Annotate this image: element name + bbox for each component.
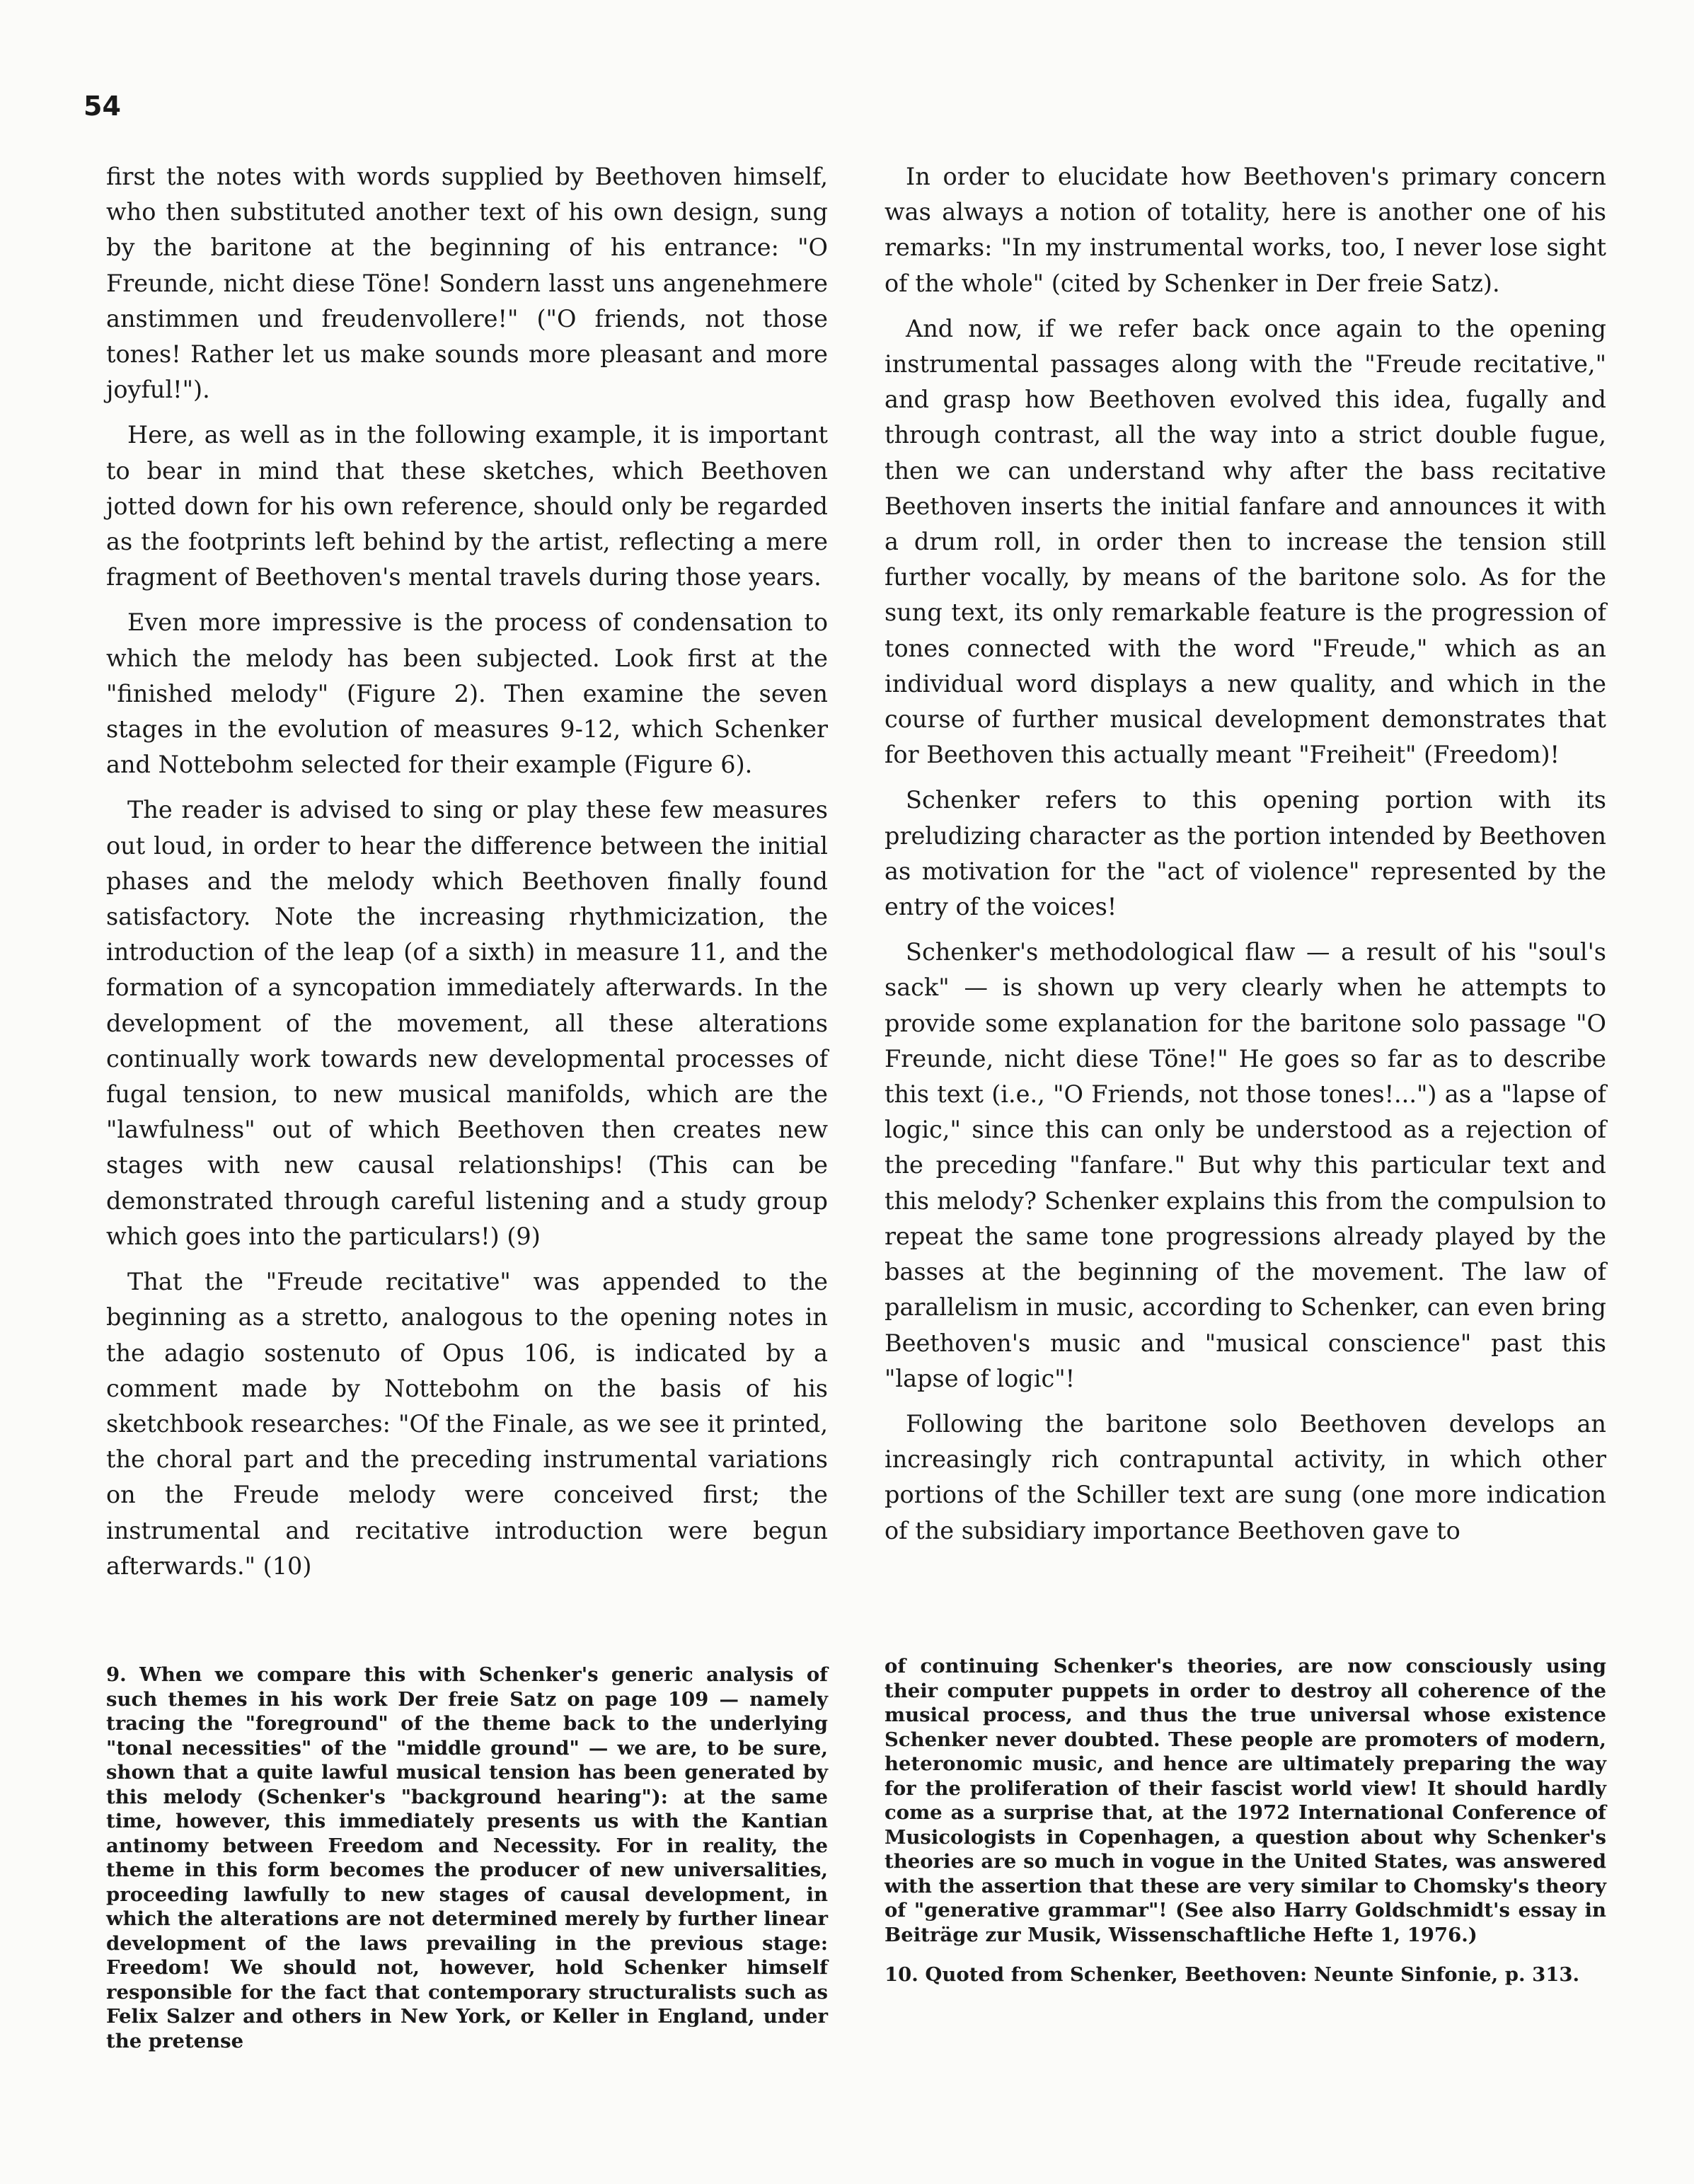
footnote-10: 10. Quoted from Schenker, Beethoven: Neunte Sinfonie, p. 313. (885, 1963, 1580, 1986)
paragraph: Even more impressive is the process of condensation to which the melody has been subjected. Look first at the "finished melody" (Figure 2). Then examine the seven stages in the evolution of measures 9-12, which Schenker and Nottebohm selected for their example (Figure 6). (106, 608, 828, 779)
paragraph: In order to elucidate how Beethoven's primary concern was always a notion of totality, here is another one of his remarks: "In my instrumental works, too, I never lose sight of the whole" (cited by Schenker in Der freie Satz). (885, 163, 1606, 297)
footnote-9-continued: of continuing Schenker's theories, are now consciously using their computer puppets in order to destroy all coherence of the musical process, and thus the true universal whose existence Schenker never doubted. These people are promoters of modern, heteronomic music, and hence are ultimately preparing the way for the proliferation of their fascist world view! It should hardly come as a surprise that, at the 1972 International Conference of Musicologists in Copenhagen, a question about why Schenker's theories are so much in vogue in the United States, was answered with the assertion that these are very similar to Chomsky's theory of "generative grammar"! (See also Harry Goldschmidt's essay in Beiträge zur Musik, Wissenschaftliche Hefte 1, 1976.) (885, 1655, 1606, 1946)
footnote-9: 9. When we compare this with Schenker's generic analysis of such themes in his work Der freie Satz on page 109 — namely tracing the "foreground" of the theme back to the underlying "tonal necessities" of the "middle ground" — we are, to be sure, shown that a quite lawful musical tension has been generated by this melody (Schenker's "background hearing"): at the same time, however, this immediately presents us with the Kantian antinomy between Freedom and Necessity. For in reality, the theme in this form becomes the producer of new universalities, proceeding lawfully to new stages of causal development, in which the alterations are not determined merely by further linear development of the laws prevailing in the previous stage: Freedom! We should not, however, hold Schenker himself responsible for the fact that contemporary structuralists such as Felix Salzer and others in New York, or Keller in England, under the pretense (106, 1663, 828, 2052)
right-column (885, 159, 1606, 1559)
paragraph: Here, as well as in the following example, it is important to bear in mind that these sketches, which Beethoven jotted down for his own reference, should only be regarded as the footprints left behind by the artist, reflecting a mere fragment of Beethoven's mental travels during those years. (106, 421, 828, 591)
paragraph: Schenker's methodological flaw — a result of his "soul's sack" — is shown up very clearly when he attempts to provide some explanation for the baritone solo passage "O Freunde, nicht diese Töne!" He goes so far as to describe this text (i.e., "O Friends, not those tones!...") as a "lapse of logic," since this can only be understood as a rejection of the preceding "fanfare." But why this particular text and this melody? Schenker explains this from the compulsion to repeat the same tone progressions already played by the basses at the beginning of the movement. The law of parallelism in music, according to Schenker, can even bring Beethoven's music and "musical conscience" past this "lapse of logic"! (885, 938, 1606, 1392)
footnotes-left (106, 1663, 828, 2069)
footnotes-right (885, 1654, 1606, 2003)
paragraph: Following the baritone solo Beethoven develops an increasingly rich contrapuntal activity, in which other portions of the Schiller text are sung (one more indication of the subsidiary importance Beethoven gave to (885, 1409, 1606, 1544)
paragraph: And now, if we refer back once again to the opening instrumental passages along with the "Freude recitative," and grasp how Beethoven evolved this idea, fugally and through contrast, all the way into a strict double fugue, then we can understand why after the bass recitative Beethoven inserts the initial fanfare and announces it with a drum roll, in order then to increase the tension still further vocally, by means of the baritone solo. As for the sung text, its only remarkable feature is the progression of tones connected with the word "Freude," which as an individual word displays a new quality, and which in the course of further musical development demonstrates that for Beethoven this actually meant "Freiheit" (Freedom)! (885, 314, 1606, 769)
page-number: 54 (83, 91, 121, 122)
left-column (106, 159, 828, 1594)
paragraph: That the "Freude recitative" was appended to the beginning as a stretto, analogous to the opening notes in the adagio sostenuto of Opus 106, is indicated by a comment made by Nottebohm on the basis of his sketchbook researches: "Of the Finale, as we see it printed, the choral part and the preceding instrumental variations on the Freude melody were conceived first; the instrumental and recitative introduction were begun afterwards." (10) (106, 1268, 828, 1580)
paragraph: first the notes with words supplied by Beethoven himself, who then substituted another text of his own design, sung by the baritone at the beginning of his entrance: "O Freunde, nicht diese Töne! Sondern lasst uns angenehmere anstimmen und freudenvollere!" ("O friends, not those tones! Rather let us make sounds more pleasant and more joyful!"). (106, 163, 828, 404)
paragraph: The reader is advised to sing or play these few measures out loud, in order to hear the difference between the initial phases and the melody which Beethoven finally found satisfactory. Note the increasing rhythmicization, the introduction of the leap (of a sixth) in measure 11, and the formation of a syncopation immediately afterwards. In the development of the movement, all these alterations continually work towards new developmental processes of fugal tension, to new musical manifolds, which are the "lawfulness" out of which Beethoven then creates new stages with new causal relationships! (This can be demonstrated through careful listening and a study group which goes into the particulars!) (9) (106, 796, 828, 1250)
paragraph: Schenker refers to this opening portion with its preludizing character as the portion intended by Beethoven as motivation for the "act of violence" represented by the entry of the voices! (885, 786, 1606, 921)
